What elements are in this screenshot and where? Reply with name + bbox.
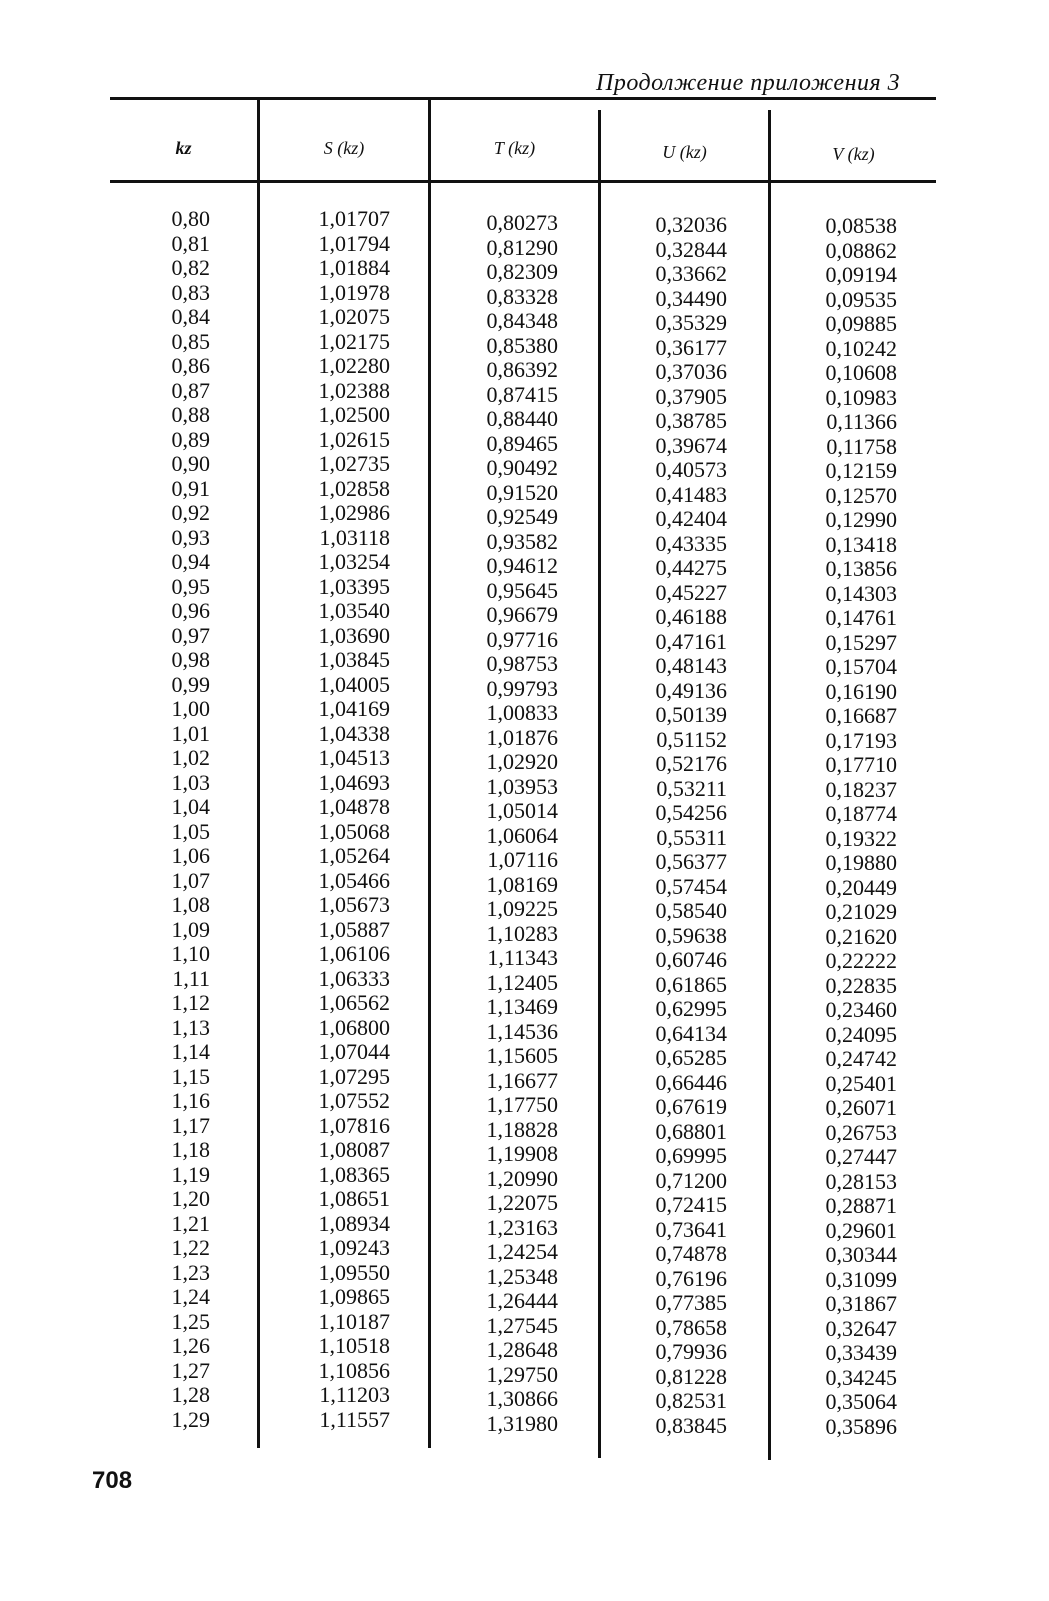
cell-t: 0,82309 [486,259,558,284]
cell-t: 0,99793 [486,675,558,701]
cell-s: 1,07552 [318,1088,390,1113]
cell-v: 0,24095 [825,1021,897,1047]
cell-u: 0,57454 [655,873,727,899]
cell-kz: 1,10 [171,941,210,966]
cell-s: 1,05068 [318,818,390,844]
cell-u: 0,71200 [655,1167,727,1193]
cell-v: 0,15297 [825,629,897,655]
cell-s: 1,10856 [318,1357,390,1383]
running-head: Продолжение приложения 3 [596,70,901,96]
cell-u: 0,32844 [655,236,727,262]
cell-v: 0,12570 [825,482,897,508]
cell-s: 1,01978 [318,279,390,305]
cell-s: 1,09550 [318,1259,390,1285]
cell-kz: 0,89 [171,426,210,452]
cell-v: 0,23460 [825,997,897,1022]
cell-s: 1,01707 [318,206,390,231]
cell-s: 1,08365 [318,1161,390,1187]
cell-kz: 1,11 [172,965,210,991]
cell-u: 0,62995 [655,996,727,1021]
cell-v: 0,14303 [825,580,897,606]
cell-s: 1,07295 [318,1063,390,1089]
cell-t: 1,23163 [486,1214,558,1240]
cell-kz: 1,07 [171,867,210,893]
cell-s: 1,02388 [318,377,390,403]
cell-kz: 0,93 [171,524,210,550]
cell-kz: 1,23 [171,1259,210,1285]
cell-u: 0,65285 [655,1045,727,1070]
cell-u: 0,36177 [655,334,727,360]
cell-u: 0,41483 [655,481,727,507]
cell-u: 0,39674 [655,432,727,458]
column-kz [140,207,210,1432]
cell-v: 0,16687 [825,703,897,728]
cell-v: 0,16190 [825,678,897,704]
cell-v: 0,19322 [825,825,897,851]
cell-t: 1,18828 [486,1116,558,1142]
column-t [458,211,558,1436]
header-s: S (kz) [323,137,365,158]
cell-t: 0,85380 [486,332,558,358]
cell-kz: 0,94 [171,549,210,574]
cell-t: 0,92549 [486,504,558,529]
cell-v: 0,11758 [826,433,897,459]
cell-v: 0,13856 [825,556,897,581]
cell-kz: 0,87 [171,377,210,403]
cell-kz: 1,14 [171,1039,210,1064]
column-v [797,214,897,1439]
cell-kz: 0,99 [171,671,210,697]
cell-u: 0,37905 [655,383,727,409]
cell-v: 0,28871 [825,1193,897,1218]
cell-t: 1,06064 [486,822,558,848]
cell-u: 0,82531 [655,1388,727,1413]
cell-u: 0,52176 [655,751,727,776]
cell-v: 0,35896 [825,1413,897,1439]
cell-kz: 1,18 [171,1137,210,1162]
cell-u: 0,54256 [655,800,727,825]
cell-u: 0,55311 [656,824,727,850]
cell-kz: 1,12 [171,990,210,1015]
cell-v: 0,08862 [825,237,897,263]
cell-t: 0,91520 [486,479,558,505]
cell-u: 0,69995 [655,1143,727,1168]
cell-t: 0,84348 [486,308,558,333]
cell-s: 1,02075 [318,304,390,329]
cell-kz: 1,06 [171,843,210,868]
cell-kz: 0,92 [171,500,210,525]
cell-u: 0,68801 [655,1118,727,1144]
cell-t: 0,88440 [486,406,558,431]
cell-t: 0,96679 [486,602,558,627]
cell-v: 0,25401 [825,1070,897,1096]
cell-s: 1,03395 [318,573,390,599]
cell-s: 1,06562 [318,990,390,1015]
cell-u: 0,53211 [656,775,727,801]
cell-u: 0,83845 [655,1412,727,1438]
cell-t: 1,02920 [486,749,558,774]
cell-s: 1,04338 [318,720,390,746]
cell-s: 1,03118 [319,524,390,550]
cell-s: 1,02858 [318,475,390,501]
cell-t: 1,03953 [486,773,558,799]
cell-t: 1,28648 [486,1337,558,1362]
column-divider [257,100,260,1448]
cell-kz: 1,22 [171,1235,210,1260]
cell-s: 1,09243 [318,1235,390,1260]
cell-s: 1,02175 [318,328,390,354]
cell-kz: 1,17 [171,1112,210,1138]
cell-s: 1,06333 [318,965,390,991]
cell-v: 0,10983 [825,384,897,410]
cell-kz: 1,26 [171,1333,210,1358]
cell-t: 1,11343 [487,945,558,970]
cell-kz: 1,04 [171,794,210,819]
cell-t: 0,93582 [486,528,558,554]
cell-kz: 0,83 [171,279,210,305]
cell-v: 0,27447 [825,1144,897,1169]
cell-kz: 1,02 [171,745,210,770]
cell-t: 1,00833 [486,700,558,725]
cell-u: 0,73641 [655,1216,727,1242]
cell-u: 0,60746 [655,947,727,972]
cell-t: 1,17750 [486,1092,558,1117]
cell-t: 0,90492 [486,455,558,480]
cell-s: 1,02280 [318,353,390,378]
cell-t: 1,01876 [486,724,558,750]
cell-t: 1,16677 [486,1067,558,1093]
cell-t: 1,10283 [486,920,558,946]
cell-t: 1,20990 [486,1165,558,1191]
cell-u: 0,34490 [655,285,727,311]
cell-t: 1,12405 [486,969,558,995]
cell-s: 1,03690 [318,622,390,648]
header-v: V (kz) [832,143,875,164]
cell-s: 1,04878 [318,794,390,819]
column-s [290,207,390,1432]
cell-v: 0,29601 [825,1217,897,1243]
cell-s: 1,07816 [318,1112,390,1138]
cell-t: 1,26444 [486,1288,558,1313]
cell-t: 1,30866 [486,1386,558,1411]
cell-v: 0,08538 [825,213,897,238]
cell-s: 1,06106 [318,941,390,966]
cell-v: 0,30344 [825,1242,897,1267]
cell-s: 1,04005 [318,671,390,697]
cell-t: 0,80273 [486,210,558,235]
cell-v: 0,15704 [825,654,897,679]
cell-v: 0,20449 [825,874,897,900]
cell-t: 0,87415 [486,381,558,407]
cell-v: 0,24742 [825,1046,897,1071]
cell-s: 1,01884 [318,255,390,280]
cell-t: 0,83328 [486,283,558,309]
cell-u: 0,37036 [655,359,727,384]
cell-u: 0,46188 [655,604,727,629]
cell-v: 0,11366 [826,409,897,434]
cell-t: 1,22075 [486,1190,558,1215]
cell-kz: 1,15 [171,1063,210,1089]
cell-s: 1,07044 [318,1039,390,1064]
cell-kz: 0,98 [171,647,210,672]
cell-t: 1,13469 [486,994,558,1019]
cell-kz: 1,25 [171,1308,210,1334]
cell-s: 1,03540 [318,598,390,623]
cell-u: 0,44275 [655,555,727,580]
cell-t: 1,15605 [486,1043,558,1068]
cell-kz: 1,28 [171,1382,210,1407]
cell-s: 1,11203 [319,1382,390,1407]
cell-kz: 1,01 [171,720,210,746]
cell-u: 0,61865 [655,971,727,997]
cell-kz: 1,20 [171,1186,210,1211]
cell-u: 0,40573 [655,457,727,482]
cell-v: 0,31099 [825,1266,897,1292]
cell-t: 1,27545 [486,1312,558,1338]
column-u [627,213,727,1438]
cell-v: 0,19880 [825,850,897,875]
cell-kz: 1,16 [171,1088,210,1113]
cell-v: 0,09194 [825,262,897,287]
cell-t: 1,25348 [486,1263,558,1289]
cell-u: 0,38785 [655,408,727,433]
cell-v: 0,22222 [825,948,897,973]
cell-v: 0,18774 [825,801,897,826]
cell-v: 0,22835 [825,972,897,998]
cell-t: 0,95645 [486,577,558,603]
cell-t: 1,14536 [486,1018,558,1044]
cell-u: 0,48143 [655,653,727,678]
cell-u: 0,51152 [656,726,727,752]
page-number: 708 [92,1467,133,1494]
cell-u: 0,43335 [655,530,727,556]
cell-v: 0,33439 [825,1340,897,1365]
cell-kz: 1,24 [171,1284,210,1309]
cell-s: 1,01794 [318,230,390,256]
cell-t: 0,94612 [486,553,558,578]
cell-v: 0,17193 [825,727,897,753]
cell-t: 1,09225 [486,896,558,921]
cell-v: 0,34245 [825,1364,897,1390]
cell-v: 0,17710 [825,752,897,777]
cell-kz: 0,81 [171,230,210,256]
cell-u: 0,59638 [655,922,727,948]
cell-s: 1,10518 [318,1333,390,1358]
cell-kz: 0,90 [171,451,210,476]
cell-v: 0,10608 [825,360,897,385]
cell-s: 1,11557 [319,1406,390,1432]
header-u: U (kz) [662,141,707,162]
cell-u: 0,67619 [655,1094,727,1119]
cell-v: 0,14761 [825,605,897,630]
cell-u: 0,49136 [655,677,727,703]
cell-kz: 1,21 [171,1210,210,1236]
cell-s: 1,05264 [318,843,390,868]
cell-u: 0,56377 [655,849,727,874]
cell-u: 0,58540 [655,898,727,923]
cell-kz: 0,97 [171,622,210,648]
cell-kz: 1,27 [171,1357,210,1383]
cell-kz: 0,86 [171,353,210,378]
cell-s: 1,05466 [318,867,390,893]
cell-kz: 1,00 [171,696,210,721]
cell-u: 0,33662 [655,261,727,286]
cell-kz: 1,05 [171,818,210,844]
cell-u: 0,72415 [655,1192,727,1217]
cell-kz: 0,82 [171,255,210,280]
column-divider [598,110,601,1458]
cell-u: 0,76196 [655,1265,727,1291]
cell-u: 0,64134 [655,1020,727,1046]
cell-u: 0,79936 [655,1339,727,1364]
cell-v: 0,21029 [825,899,897,924]
cell-kz: 1,09 [171,916,210,942]
cell-v: 0,10242 [825,335,897,361]
cell-kz: 1,29 [171,1406,210,1432]
cell-kz: 1,03 [171,769,210,795]
cell-s: 1,05887 [318,916,390,942]
cell-kz: 0,95 [171,573,210,599]
cell-kz: 1,08 [171,892,210,917]
cell-s: 1,04693 [318,769,390,795]
cell-kz: 0,85 [171,328,210,354]
cell-v: 0,26071 [825,1095,897,1120]
cell-t: 1,31980 [486,1410,558,1436]
cell-kz: 0,96 [171,598,210,623]
cell-v: 0,26753 [825,1119,897,1145]
cell-v: 0,12990 [825,507,897,532]
cell-v: 0,21620 [825,923,897,949]
cell-kz: 0,88 [171,402,210,427]
cell-s: 1,04513 [318,745,390,770]
cell-kz: 1,13 [171,1014,210,1040]
cell-u: 0,47161 [655,628,727,654]
header-kz: kz [175,137,192,158]
cell-kz: 0,84 [171,304,210,329]
cell-s: 1,05673 [318,892,390,917]
cell-kz: 0,91 [171,475,210,501]
cell-s: 1,08934 [318,1210,390,1236]
cell-v: 0,09885 [825,311,897,336]
cell-t: 1,08169 [486,871,558,897]
cell-t: 0,97716 [486,626,558,652]
cell-v: 0,31867 [825,1291,897,1316]
column-divider [428,100,431,1448]
column-divider [768,110,771,1460]
cell-v: 0,18237 [825,776,897,802]
cell-kz: 1,19 [171,1161,210,1187]
header-top-rule [110,97,936,100]
cell-u: 0,66446 [655,1069,727,1095]
cell-t: 1,24254 [486,1239,558,1264]
cell-t: 1,05014 [486,798,558,823]
cell-t: 0,98753 [486,651,558,676]
cell-v: 0,35064 [825,1389,897,1414]
cell-t: 0,86392 [486,357,558,382]
cell-s: 1,03254 [318,549,390,574]
cell-s: 1,10187 [318,1308,390,1334]
cell-t: 1,29750 [486,1361,558,1387]
cell-v: 0,13418 [825,531,897,557]
cell-s: 1,02735 [318,451,390,476]
cell-u: 0,45227 [655,579,727,605]
cell-u: 0,42404 [655,506,727,531]
cell-kz: 0,80 [171,206,210,231]
cell-s: 1,02615 [318,426,390,452]
cell-u: 0,81228 [655,1363,727,1389]
header-t: T (kz) [493,137,536,158]
cell-v: 0,09535 [825,286,897,312]
cell-u: 0,78658 [655,1314,727,1340]
cell-s: 1,06800 [318,1014,390,1040]
cell-v: 0,28153 [825,1168,897,1194]
cell-u: 0,50139 [655,702,727,727]
cell-u: 0,35329 [655,310,727,335]
cell-s: 1,02500 [318,402,390,427]
cell-v: 0,12159 [825,458,897,483]
cell-s: 1,03845 [318,647,390,672]
cell-s: 1,04169 [318,696,390,721]
cell-s: 1,08087 [318,1137,390,1162]
cell-u: 0,77385 [655,1290,727,1315]
cell-t: 1,19908 [486,1141,558,1166]
cell-v: 0,32647 [825,1315,897,1341]
cell-t: 0,81290 [486,234,558,260]
header-bottom-rule [110,180,936,183]
cell-s: 1,02986 [318,500,390,525]
cell-u: 0,32036 [655,212,727,237]
cell-t: 1,07116 [487,847,558,872]
cell-t: 0,89465 [486,430,558,456]
cell-s: 1,08651 [318,1186,390,1211]
cell-u: 0,74878 [655,1241,727,1266]
cell-s: 1,09865 [318,1284,390,1309]
